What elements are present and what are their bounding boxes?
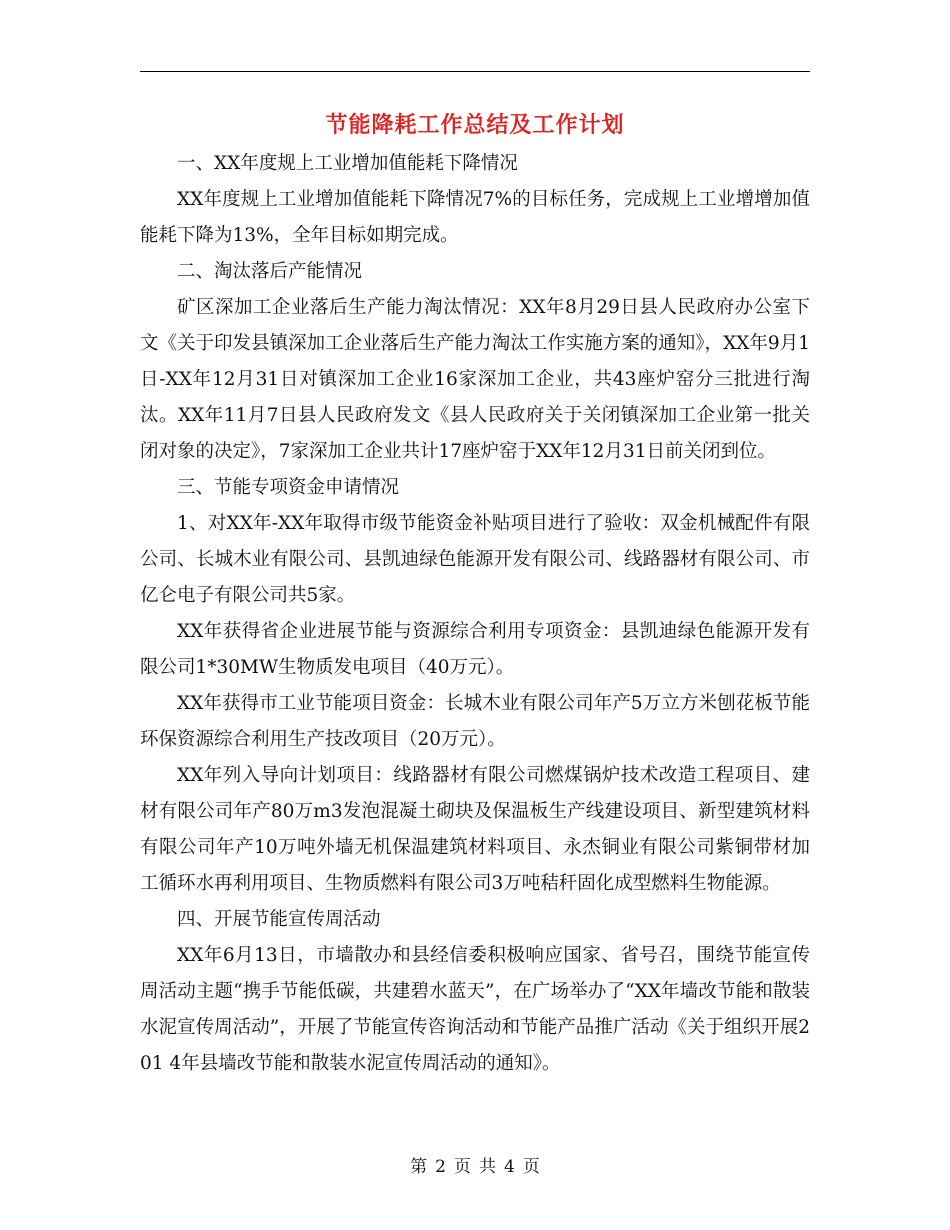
section-heading: 三、节能专项资金申请情况	[177, 477, 400, 498]
total-prefix: 共	[479, 1157, 496, 1177]
paragraph: XX年列入导向计划项目：线路器材有限公司燃煤锅炉技术改造工程项目、建材有限公司年产80万m3发泡混凝土砌块及保温板生产线建设项目、新型建筑材料有限公司年产10万吨外墙无机保温建筑材料项目、永杰铜业有限公司紫铜带材加工循环水再利用项目、生物质燃料有限公司3万吨秸秆固化成型燃料生物能源。	[140, 765, 810, 894]
document-body	[140, 146, 810, 1082]
paragraph: XX年度规上工业增加值能耗下降情况7%的目标任务，完成规上工业增增加值能耗下降为13%，全年目标如期完成。	[140, 189, 810, 246]
page-prefix: 第	[410, 1157, 428, 1177]
page-suffix: 页	[522, 1157, 540, 1177]
header-rule	[140, 71, 810, 72]
paragraph: 1、对XX年-XX年取得市级节能资金补贴项目进行了验收：双金机械配件有限公司、长城木业有限公司、县凯迪绿色能源开发有限公司、线路器材有限公司、市亿仑电子有限公司共5家。	[140, 513, 810, 606]
section-heading: 四、开展节能宣传周活动	[177, 909, 381, 930]
section-heading: 二、淘汰落后产能情况	[177, 261, 363, 282]
document-title: 节能降耗工作总结及工作计划	[325, 113, 625, 138]
paragraph: XX年获得省企业进展节能与资源综合利用专项资金：县凯迪绿色能源开发有限公司1*30MW生物质发电项目（40万元）。	[140, 621, 810, 678]
page-mid: 页	[454, 1157, 471, 1177]
section-heading: 一、XX年度规上工业增加值能耗下降情况	[177, 153, 518, 174]
page-footer	[0, 1152, 950, 1177]
paragraph: XX年6月13日，市墙散办和县经信委积极响应国家、省号召，围绕节能宣传周活动主题“携手节能低碳，共建碧水蓝天”，在广场举办了“XX年墙改节能和散装水泥宣传周活动”，开展了节能宣传咨询活动和节能产品推广活动《关于组织开展201 4年县墙改节能和散装水泥宣传周活动的通知》。	[140, 945, 810, 1074]
paragraph: 矿区深加工企业落后生产能力淘汰情况：XX年8月29日县人民政府办公室下文《关于印发县镇深加工企业落后生产能力淘汰工作实施方案的通知》，XX年9月1日-XX年12月31日对镇深加工企业16家深加工企业，共43座炉窑分三批进行淘汰。XX年11月7日县人民政府发文《县人民政府关于关闭镇深加工企业第一批关闭对象的决定》，7家深加工企业共计17座炉窑于XX年12月31日前关闭到位。	[140, 297, 810, 462]
total-page-count: 4	[504, 1157, 515, 1177]
paragraph: XX年获得市工业节能项目资金：长城木业有限公司年产5万立方米刨花板节能环保资源综合利用生产技改项目（20万元）。	[140, 693, 810, 750]
current-page-number: 2	[435, 1157, 446, 1177]
